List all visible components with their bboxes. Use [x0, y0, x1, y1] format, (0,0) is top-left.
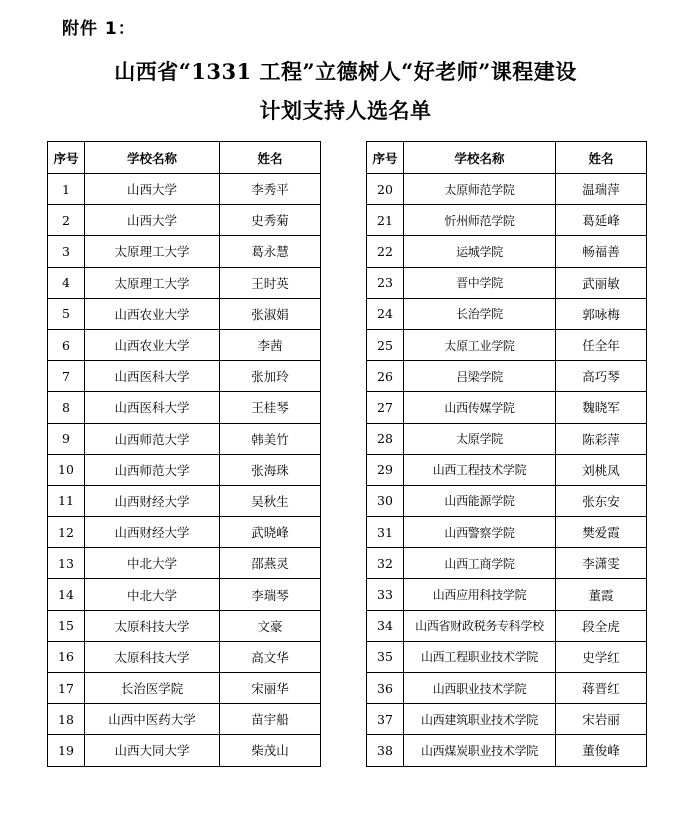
table-row	[367, 267, 647, 298]
cell-school: 太原理工大学	[85, 236, 220, 267]
page-title-line1: 山西省“1331 工程”立德树人“好老师”课程建设	[114, 59, 577, 84]
table-row	[48, 174, 321, 205]
cell-school: 山西应用科技学院	[404, 579, 556, 610]
cell-school: 山西医科大学	[85, 361, 220, 392]
cell-no: 38	[367, 735, 404, 766]
cell-no: 9	[48, 423, 85, 454]
table-row	[48, 329, 321, 360]
candidate-table-right	[366, 141, 647, 767]
cell-no: 13	[48, 548, 85, 579]
table-row	[48, 485, 321, 516]
cell-no: 19	[48, 735, 85, 766]
cell-name: 张海珠	[220, 454, 321, 485]
table-row	[48, 236, 321, 267]
cell-no: 3	[48, 236, 85, 267]
cell-school: 山西财经大学	[85, 517, 220, 548]
table-row	[48, 704, 321, 735]
cell-no: 36	[367, 673, 404, 704]
table-row	[48, 610, 321, 641]
table-row	[48, 205, 321, 236]
cell-school: 山西省财政税务专科学校	[404, 610, 556, 641]
table-row	[48, 267, 321, 298]
cell-no: 31	[367, 517, 404, 548]
cell-no: 33	[367, 579, 404, 610]
table-row	[367, 485, 647, 516]
cell-school: 山西建筑职业技术学院	[404, 704, 556, 735]
cell-name: 蒋晋红	[556, 673, 647, 704]
cell-no: 12	[48, 517, 85, 548]
table-row	[367, 174, 647, 205]
cell-no: 30	[367, 485, 404, 516]
cell-no: 14	[48, 579, 85, 610]
table-row	[48, 641, 321, 672]
cell-name: 高文华	[220, 641, 321, 672]
table-row	[48, 579, 321, 610]
table-row	[367, 704, 647, 735]
cell-no: 20	[367, 174, 404, 205]
table-row	[48, 735, 321, 766]
cell-school: 山西工程职业技术学院	[404, 641, 556, 672]
cell-name: 吴秋生	[220, 485, 321, 516]
cell-school: 山西职业技术学院	[404, 673, 556, 704]
table-row	[367, 392, 647, 423]
cell-no: 17	[48, 673, 85, 704]
cell-no: 21	[367, 205, 404, 236]
cell-school: 山西大学	[85, 174, 220, 205]
cell-school: 山西传媒学院	[404, 392, 556, 423]
cell-school: 山西大学	[85, 205, 220, 236]
table-row	[48, 423, 321, 454]
cell-school: 山西大同大学	[85, 735, 220, 766]
table-row	[367, 610, 647, 641]
cell-no: 22	[367, 236, 404, 267]
cell-name: 畅福善	[556, 236, 647, 267]
cell-no: 11	[48, 485, 85, 516]
cell-name: 李瑞琴	[220, 579, 321, 610]
cell-name: 苗宇船	[220, 704, 321, 735]
cell-name: 韩美竹	[220, 423, 321, 454]
cell-no: 35	[367, 641, 404, 672]
cell-name: 史秀菊	[220, 205, 321, 236]
cell-name: 高巧琴	[556, 361, 647, 392]
table-row	[367, 548, 647, 579]
candidate-table-left	[47, 141, 321, 767]
table-body-right	[367, 174, 647, 767]
table-row	[367, 641, 647, 672]
cell-school: 山西医科大学	[85, 392, 220, 423]
cell-school: 中北大学	[85, 579, 220, 610]
cell-name: 王时英	[220, 267, 321, 298]
table-row	[367, 236, 647, 267]
cell-name: 刘桃凤	[556, 454, 647, 485]
cell-name: 张淑娟	[220, 298, 321, 329]
cell-school: 中北大学	[85, 548, 220, 579]
table-row	[48, 392, 321, 423]
cell-no: 4	[48, 267, 85, 298]
cell-school: 山西师范大学	[85, 454, 220, 485]
cell-school: 长治医学院	[85, 673, 220, 704]
cell-name: 史学红	[556, 641, 647, 672]
cell-school: 山西警察学院	[404, 517, 556, 548]
cell-name: 李潇雯	[556, 548, 647, 579]
cell-school: 山西师范大学	[85, 423, 220, 454]
page-title-line2: 计划支持人选名单	[259, 98, 432, 123]
header-name: 姓名	[220, 142, 321, 174]
cell-no: 6	[48, 329, 85, 360]
cell-no: 34	[367, 610, 404, 641]
header-school: 学校名称	[404, 142, 556, 174]
cell-school: 忻州师范学院	[404, 205, 556, 236]
cell-name: 柴茂山	[220, 735, 321, 766]
cell-school: 山西工程技术学院	[404, 454, 556, 485]
table-row	[48, 298, 321, 329]
cell-school: 太原师范学院	[404, 174, 556, 205]
cell-name: 邵燕灵	[220, 548, 321, 579]
table-row	[367, 579, 647, 610]
cell-no: 15	[48, 610, 85, 641]
cell-name: 王桂琴	[220, 392, 321, 423]
table-header-row	[48, 142, 321, 174]
table-header-row	[367, 142, 647, 174]
cell-school: 山西工商学院	[404, 548, 556, 579]
cell-name: 文豪	[220, 610, 321, 641]
cell-no: 28	[367, 423, 404, 454]
cell-name: 宋丽华	[220, 673, 321, 704]
cell-school: 太原学院	[404, 423, 556, 454]
table-row	[48, 548, 321, 579]
cell-no: 25	[367, 329, 404, 360]
cell-name: 温瑞萍	[556, 174, 647, 205]
cell-no: 5	[48, 298, 85, 329]
cell-name: 李秀平	[220, 174, 321, 205]
cell-school: 太原工业学院	[404, 329, 556, 360]
attachment-label: 附件 1：	[62, 19, 136, 39]
cell-name: 魏晓军	[556, 392, 647, 423]
table-row	[367, 673, 647, 704]
cell-no: 23	[367, 267, 404, 298]
cell-school: 太原理工大学	[85, 267, 220, 298]
cell-no: 16	[48, 641, 85, 672]
cell-school: 山西煤炭职业技术学院	[404, 735, 556, 766]
table-row	[367, 361, 647, 392]
cell-name: 陈彩萍	[556, 423, 647, 454]
cell-name: 郭咏梅	[556, 298, 647, 329]
cell-name: 葛延峰	[556, 205, 647, 236]
table-row	[367, 423, 647, 454]
cell-school: 运城学院	[404, 236, 556, 267]
cell-school: 山西中医药大学	[85, 704, 220, 735]
cell-school: 晋中学院	[404, 267, 556, 298]
table-row	[48, 361, 321, 392]
cell-no: 26	[367, 361, 404, 392]
cell-school: 太原科技大学	[85, 641, 220, 672]
cell-no: 10	[48, 454, 85, 485]
cell-no: 18	[48, 704, 85, 735]
table-row	[367, 735, 647, 766]
header-school: 学校名称	[85, 142, 220, 174]
cell-school: 山西能源学院	[404, 485, 556, 516]
cell-name: 葛永慧	[220, 236, 321, 267]
cell-no: 7	[48, 361, 85, 392]
cell-no: 37	[367, 704, 404, 735]
table-row	[367, 454, 647, 485]
cell-school: 吕梁学院	[404, 361, 556, 392]
table-row	[48, 673, 321, 704]
cell-name: 任全年	[556, 329, 647, 360]
cell-school: 太原科技大学	[85, 610, 220, 641]
cell-no: 8	[48, 392, 85, 423]
cell-school: 山西农业大学	[85, 298, 220, 329]
cell-name: 段全虎	[556, 610, 647, 641]
cell-no: 2	[48, 205, 85, 236]
cell-name: 宋岩丽	[556, 704, 647, 735]
cell-no: 29	[367, 454, 404, 485]
cell-school: 山西财经大学	[85, 485, 220, 516]
cell-school: 长治学院	[404, 298, 556, 329]
cell-name: 樊爱霞	[556, 517, 647, 548]
cell-name: 张加玲	[220, 361, 321, 392]
cell-school: 山西农业大学	[85, 329, 220, 360]
table-body-left	[48, 174, 321, 767]
cell-no: 32	[367, 548, 404, 579]
cell-no: 1	[48, 174, 85, 205]
table-row	[48, 454, 321, 485]
cell-name: 董霞	[556, 579, 647, 610]
header-no: 序号	[48, 142, 85, 174]
cell-name: 张东安	[556, 485, 647, 516]
cell-name: 李茜	[220, 329, 321, 360]
cell-name: 武晓峰	[220, 517, 321, 548]
header-no: 序号	[367, 142, 404, 174]
header-name: 姓名	[556, 142, 647, 174]
cell-name: 董俊峰	[556, 735, 647, 766]
table-row	[48, 517, 321, 548]
cell-no: 24	[367, 298, 404, 329]
table-row	[367, 205, 647, 236]
cell-name: 武丽敏	[556, 267, 647, 298]
table-row	[367, 298, 647, 329]
table-row	[367, 329, 647, 360]
cell-no: 27	[367, 392, 404, 423]
table-row	[367, 517, 647, 548]
